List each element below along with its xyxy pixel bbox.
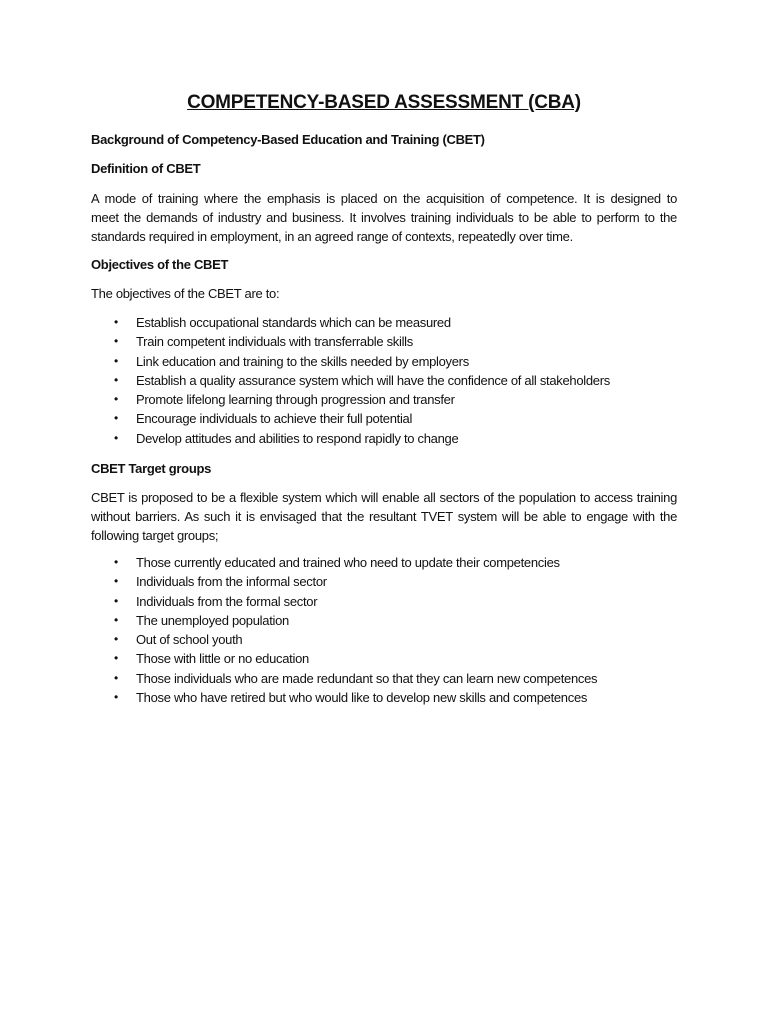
list-item-text: Encourage individuals to achieve their full potential — [136, 411, 413, 427]
bullet-icon: • — [114, 574, 118, 589]
list-item-text: Link education and training to the skills needed by employers — [136, 353, 469, 369]
target-groups-list — [91, 553, 597, 707]
list-item-text: Individuals from the formal sector — [136, 593, 318, 609]
bullet-icon: • — [114, 411, 118, 426]
list-item — [91, 313, 610, 332]
definition-line: meet the demands of industry and business. It involves training individuals to be able to perform to the — [91, 210, 677, 225]
definition-line: standards required in employment, in an agreed range of contexts, repeatedly over time. — [91, 229, 573, 244]
list-item-text: Train competent individuals with transferrable skills — [136, 334, 413, 350]
list-item — [91, 429, 610, 448]
bullet-icon: • — [114, 372, 118, 387]
background-heading: Background of Competency-Based Education and Training (CBET) — [91, 132, 485, 147]
list-item — [91, 630, 597, 649]
list-item — [91, 649, 597, 668]
bullet-icon: • — [114, 555, 118, 569]
list-item — [91, 572, 597, 591]
bullet-icon: • — [114, 670, 118, 685]
list-item — [91, 352, 610, 371]
target-groups-heading: CBET Target groups — [91, 461, 212, 476]
list-item-text: Promote lifelong learning through progression and transfer — [136, 392, 455, 408]
list-item — [91, 592, 597, 611]
target-intro-line: following target groups; — [91, 528, 219, 543]
list-item — [91, 553, 597, 572]
list-item — [91, 332, 610, 351]
list-item-text: Those currently educated and trained who need to update their competencies — [136, 555, 560, 570]
bullet-icon: • — [114, 593, 118, 608]
list-item — [91, 409, 610, 428]
list-item-text: Develop attitudes and abilities to respond rapidly to change — [136, 430, 459, 446]
document-title: COMPETENCY-BASED ASSESSMENT (CBA) — [187, 92, 581, 113]
objectives-list — [91, 313, 610, 448]
bullet-icon: • — [114, 690, 118, 705]
list-item-text: Those individuals who are made redundant so that they can learn new competences — [136, 670, 598, 686]
list-item — [91, 611, 597, 630]
bullet-icon: • — [114, 612, 118, 627]
list-item-text: Establish occupational standards which can be measured — [136, 315, 451, 330]
bullet-icon: • — [114, 392, 118, 407]
list-item — [91, 371, 610, 390]
list-item — [91, 688, 597, 707]
list-item-text: Establish a quality assurance system which will have the confidence of all stakeholders — [136, 372, 610, 388]
target-intro-line: CBET is proposed to be a flexible system which will enable all sectors of the population to access training — [91, 490, 677, 505]
list-item-text: Those with little or no education — [136, 651, 309, 667]
list-item-text: The unemployed population — [136, 612, 289, 628]
bullet-icon: • — [114, 353, 118, 368]
definition-line: A mode of training where the emphasis is placed on the acquisition of competence. It is designed to — [91, 191, 677, 206]
bullet-icon: • — [114, 430, 118, 445]
list-item — [91, 669, 597, 688]
list-item-text: Those who have retired but who would like to develop new skills and competences — [136, 690, 588, 706]
bullet-icon: • — [114, 315, 118, 329]
bullet-icon: • — [114, 632, 118, 647]
target-intro-line: without barriers. As such it is envisaged that the resultant TVET system will be able to engage with the — [91, 509, 677, 524]
objectives-heading: Objectives of the CBET — [91, 257, 229, 272]
list-item-text: Out of school youth — [136, 632, 243, 648]
definition-paragraph — [91, 189, 677, 246]
list-item-text: Individuals from the informal sector — [136, 574, 327, 590]
objectives-intro: The objectives of the CBET are to: — [91, 286, 280, 301]
bullet-icon: • — [114, 651, 118, 666]
definition-heading: Definition of CBET — [91, 161, 201, 176]
target-groups-intro — [91, 488, 677, 545]
bullet-icon: • — [114, 334, 118, 349]
list-item — [91, 390, 610, 409]
